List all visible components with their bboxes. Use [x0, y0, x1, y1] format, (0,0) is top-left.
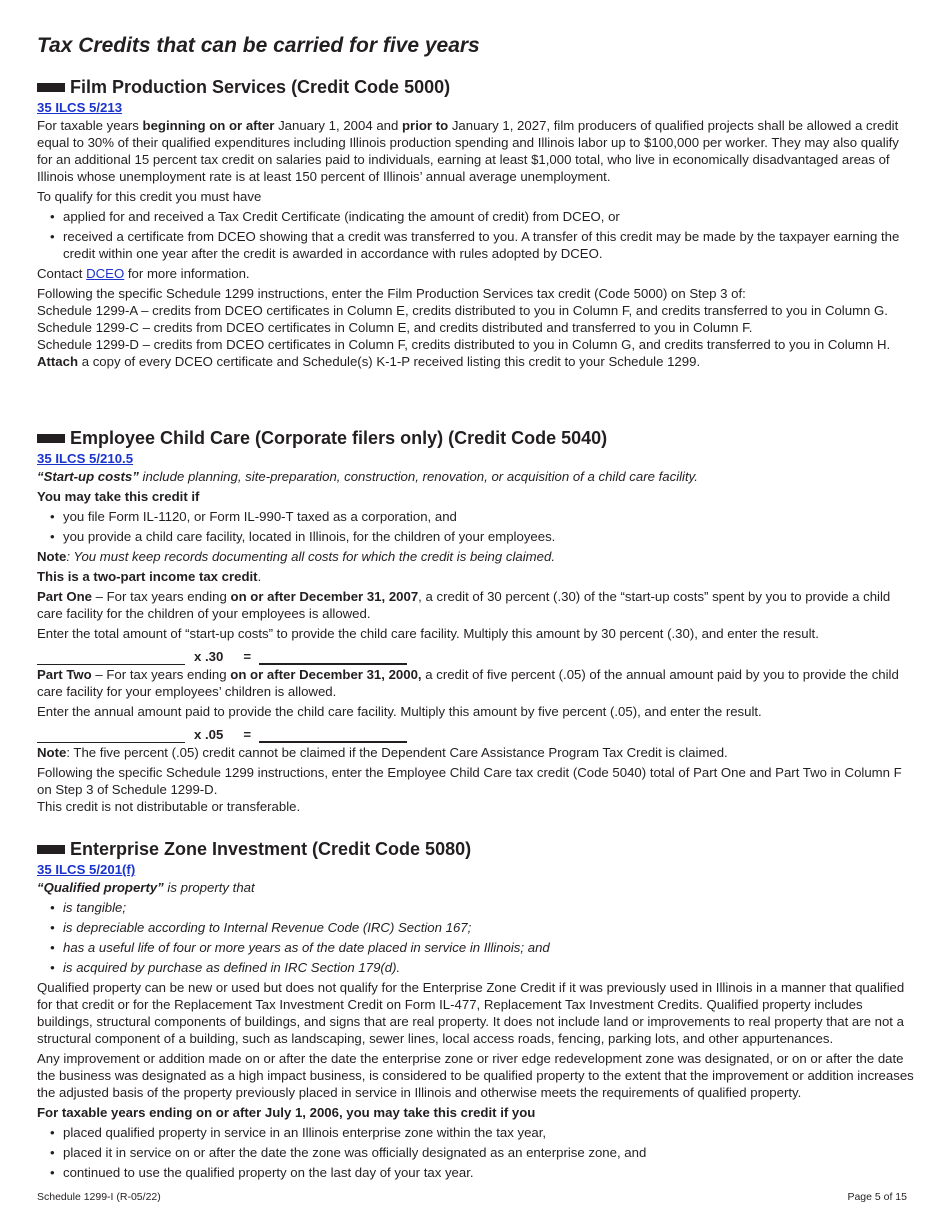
instructions-block	[37, 285, 915, 370]
text-bold: on or after December 31, 2007	[230, 589, 419, 604]
statute-link[interactable]: 35 ILCS 5/210.5	[37, 451, 134, 466]
section-enterprise-zone	[37, 838, 915, 1184]
list-item-text: is tangible;	[63, 900, 127, 915]
text: for more information.	[124, 266, 250, 281]
part-one-result-field[interactable]	[259, 651, 407, 665]
text: – For tax years ending	[91, 589, 231, 604]
instruction-line: Following the specific Schedule 1299 instructions, enter the Film Production Services tax credit (Code 5000) on Step 3 of:	[37, 286, 746, 301]
paragraph: Qualified property can be new or used but does not qualify for the Enterprise Zone Credit if it was previously used in Illinois in a manner that qualified for that credit or for the Replacement Tax Investment Credit on Form IL-477, Replacement Tax Investment Credits. Qualified property includes buildings, structural components of buildings, and signs that are real property. It does not include land or improvements to real property that are not a structural component of a building, such as landscaping, sewer lines, local access roads, fencing, parking lots, and other appurtenances.	[37, 980, 905, 1046]
annual-amount-field[interactable]	[37, 730, 185, 743]
text-bold: beginning on or after	[142, 118, 275, 133]
bullet-list	[37, 1124, 915, 1181]
text: For taxable years	[37, 118, 143, 133]
startup-definition	[37, 468, 915, 485]
part-label: Part Two	[37, 667, 92, 682]
list-item-text: has a useful life of four or more years as of the date placed in service in Illinois; and	[63, 940, 550, 955]
part-label: Part One	[37, 589, 92, 604]
list-item-text: placed qualified property in service in an Illinois enterprise zone within the tax year,	[63, 1125, 547, 1140]
list-item	[37, 1124, 915, 1141]
bullet-list	[37, 208, 915, 262]
bullet-icon: •	[50, 900, 55, 915]
list-item	[37, 528, 915, 545]
equals-sign: =	[243, 727, 252, 742]
dceo-link[interactable]: DCEO	[86, 266, 125, 281]
multiplier: x .05	[194, 727, 224, 742]
section-film-production	[37, 76, 915, 370]
section-heading	[37, 427, 915, 449]
instruction-line: Schedule 1299-C – credits from DCEO certificates in Column E, and credits distributed and transferred to you in Column F.	[37, 320, 753, 335]
equals-sign: =	[243, 649, 252, 664]
may-take-heading: You may take this credit if	[37, 489, 200, 504]
bullet-list	[37, 508, 915, 545]
instruction-line: Schedule 1299-D – credits from DCEO certificates in Column F, credits distributed to you in Column G, and credits transferred to you in Column H.	[37, 337, 891, 352]
two-part-line	[37, 568, 915, 585]
attach-line	[37, 353, 915, 370]
startup-costs-field[interactable]	[37, 652, 185, 665]
text: January 1, 2027, film producers of qualified projects shall be allowed a credit equal to 30% of their qualified expenditures including Illinois production spending and Illinois labor up to $100,000 per worker. They may also qualify for an additional 15 percent tax credit on salaries paid to individuals, earning at least $1,000 total, who live in economically disadvantaged areas of Illinois whose unemployment rate is at least 150 percent of Illinois’ annual average unemployment.	[37, 118, 899, 184]
list-item-text: placed it in service on or after the date the zone was officially designated as an enterprise zone, and	[63, 1145, 647, 1160]
qualify-intro: To qualify for this credit you must have	[37, 189, 262, 204]
text-bold: Attach	[37, 354, 79, 369]
list-item-text: is depreciable according to Internal Revenue Code (IRC) Section 167;	[63, 920, 472, 935]
part-two-result-field[interactable]	[259, 729, 407, 743]
qualified-property-definition	[37, 879, 915, 896]
note-label: Note	[37, 745, 67, 760]
list-item	[37, 919, 915, 936]
term: “Start-up costs”	[37, 469, 139, 484]
list-item	[37, 1144, 915, 1161]
list-item-text: received a certificate from DCEO showing that a credit was transferred to you. A transfer of this credit may be made by the taxpayer earning the credit within one year after the credit is awarded in accordance with rules adopted by DCEO.	[63, 229, 900, 261]
text-bold: on or after December 31, 2000,	[230, 667, 422, 682]
bullet-icon: •	[50, 209, 55, 224]
page-title: Tax Credits that can be carried for five years	[37, 34, 480, 57]
multiplier: x .30	[194, 649, 224, 664]
bullet-icon: •	[50, 529, 55, 544]
calc-row-part-two	[37, 723, 915, 743]
bullet-icon: •	[50, 940, 55, 955]
may-take-heading: For taxable years ending on or after July 1, 2006, you may take this credit if you	[37, 1105, 536, 1120]
statute-link[interactable]: 35 ILCS 5/213	[37, 100, 123, 115]
list-item	[37, 939, 915, 956]
bullet-icon: •	[50, 1165, 55, 1180]
part-one	[37, 588, 915, 622]
text: is property that	[163, 880, 255, 895]
bullet-icon: •	[50, 1145, 55, 1160]
text-bold: prior to	[402, 118, 449, 133]
text: .	[257, 569, 262, 584]
list-item-text: continued to use the qualified property on the last day of your tax year.	[63, 1165, 474, 1180]
calc-row-part-one	[37, 645, 915, 665]
note	[37, 744, 915, 761]
instruction-line: Schedule 1299-A – credits from DCEO certificates in Column E, credits distributed to you in Column F, and credits transferred to you in Column G.	[37, 303, 888, 318]
text: , a credit of 30 percent (.30) of the “start-up costs” spent by you to provide a child care facility for the children of your employees is allowed.	[37, 589, 891, 621]
note-text: : You must keep records documenting all costs for which the credit is being claimed.	[66, 549, 555, 564]
part-one-enter: Enter the total amount of “start-up costs” to provide the child care facility. Multiply this amount by 30 percent (.30), and enter the result.	[37, 626, 819, 641]
list-item	[37, 1164, 915, 1181]
paragraph: Any improvement or addition made on or after the date the enterprise zone or river edge redevelopment zone was designated, or on or after the date the business was designated as a high impact business, is considered to be qualified property to the extent that the improvement or addition increases the adjusted basis of the property previously placed in service in Illinois and otherwise meets the requirements of qualified property.	[37, 1051, 914, 1100]
list-item	[37, 208, 915, 225]
term: “Qualified property”	[37, 880, 164, 895]
note-label: Note	[37, 549, 67, 564]
text: include planning, site-preparation, construction, renovation, or acquisition of a child care facility.	[138, 469, 698, 484]
bullet-list	[37, 899, 915, 976]
text: a credit of five percent (.05) of the annual amount paid by you to provide the child care facility for your employees’ children is allowed.	[37, 667, 899, 699]
section-title: Employee Child Care (Corporate filers only) (Credit Code 5040)	[70, 428, 608, 448]
part-two	[37, 666, 915, 700]
list-item	[37, 508, 915, 525]
list-item	[37, 899, 915, 916]
text: Contact	[37, 266, 87, 281]
contact-line	[37, 265, 915, 282]
part-two-enter: Enter the annual amount paid to provide the child care facility. Multiply this amount by five percent (.05), and enter the result.	[37, 704, 762, 719]
section-title: Film Production Services (Credit Code 5000)	[70, 77, 451, 97]
list-item-text: you provide a child care facility, located in Illinois, for the children of your employees.	[63, 529, 556, 544]
section-heading	[37, 838, 915, 860]
statute-link[interactable]: 35 ILCS 5/201(f)	[37, 862, 136, 877]
note-text: : The five percent (.05) credit cannot be claimed if the Dependent Care Assistance Program Tax Credit is claimed.	[66, 745, 728, 760]
bullet-icon: •	[50, 960, 55, 975]
paragraph	[37, 117, 915, 185]
section-employee-child-care	[37, 427, 915, 815]
list-item-text: you file Form IL-1120, or Form IL-990-T taxed as a corporation, and	[63, 509, 457, 524]
list-item	[37, 959, 915, 976]
text: a copy of every DCEO certificate and Schedule(s) K-1-P received listing this credit to your Schedule 1299.	[78, 354, 701, 369]
section-heading	[37, 76, 915, 98]
text: – For tax years ending	[91, 667, 231, 682]
transferability-line: This credit is not distributable or transferable.	[37, 799, 301, 814]
bullet-icon: •	[50, 229, 55, 244]
footer-page-number: Page 5 of 15	[847, 1191, 907, 1203]
list-item	[37, 228, 915, 262]
bullet-icon: •	[50, 509, 55, 524]
section-title: Enterprise Zone Investment (Credit Code 5080)	[70, 839, 472, 859]
bullet-icon: •	[50, 1125, 55, 1140]
bullet-icon: •	[50, 920, 55, 935]
section-bar-icon	[37, 83, 65, 92]
section-bar-icon	[37, 434, 65, 443]
list-item-text: is acquired by purchase as defined in IRC Section 179(d).	[63, 960, 401, 975]
section-bar-icon	[37, 845, 65, 854]
list-item-text: applied for and received a Tax Credit Certificate (indicating the amount of credit) from DCEO, or	[63, 209, 620, 224]
instruction-line: Following the specific Schedule 1299 instructions, enter the Employee Child Care tax credit (Code 5040) total of Part One and Part Two in Column F on Step 3 of Schedule 1299-D.	[37, 765, 902, 797]
text: January 1, 2004 and	[274, 118, 402, 133]
text-bold: This is a two-part income tax credit	[37, 569, 258, 584]
footer-form-id: Schedule 1299-I (R-05/22)	[37, 1191, 161, 1203]
note	[37, 548, 915, 565]
